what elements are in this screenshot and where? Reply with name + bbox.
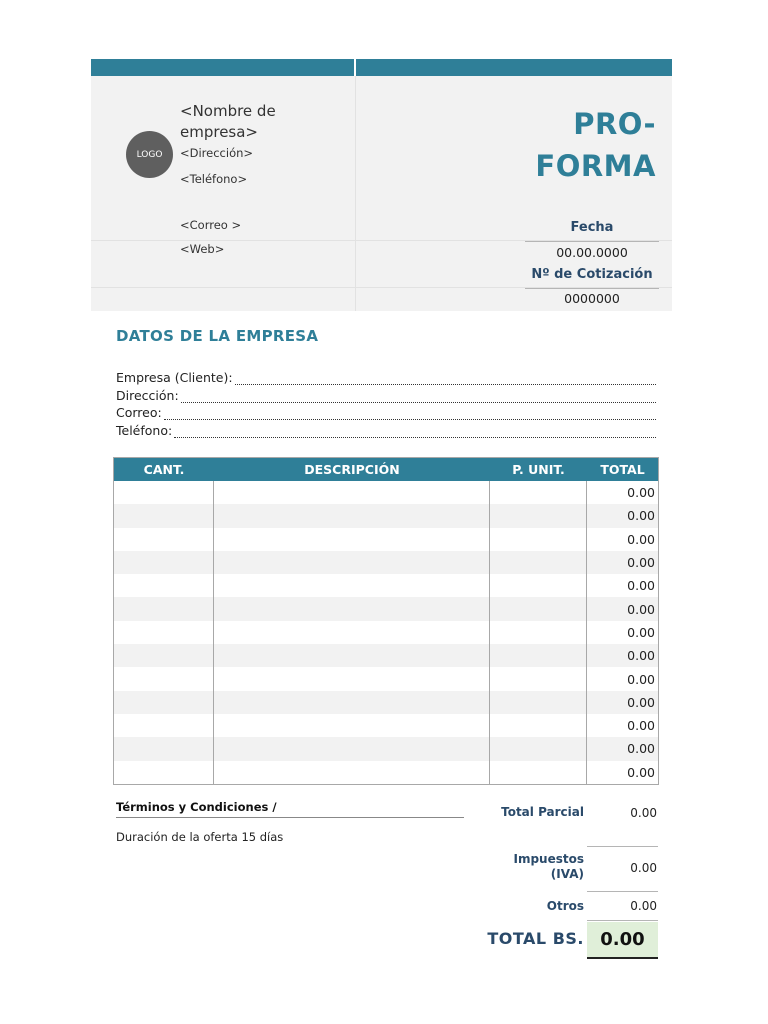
- subtotal-value: 0.00: [630, 806, 657, 820]
- terms-text[interactable]: Duración de la oferta 15 días: [116, 830, 284, 844]
- subtotal-label: Total Parcial: [501, 805, 584, 819]
- other-label: Otros: [546, 899, 584, 913]
- cell-cant[interactable]: [114, 737, 214, 760]
- document-title-line2: FORMA: [535, 149, 656, 183]
- company-email[interactable]: <Correo >: [180, 218, 242, 232]
- tax-label-line1: Impuestos: [513, 852, 584, 866]
- cell-total[interactable]: 0.00: [627, 531, 655, 547]
- cell-unit-price[interactable]: [490, 481, 587, 504]
- cell-unit-price[interactable]: [490, 551, 587, 574]
- cell-cant[interactable]: [114, 597, 214, 620]
- cell-cant[interactable]: [114, 691, 214, 714]
- cell-cant[interactable]: [114, 481, 214, 504]
- table-row: [114, 737, 658, 760]
- document-title: [535, 103, 656, 187]
- date-label: Fecha: [570, 220, 614, 235]
- table-row: [114, 667, 658, 690]
- cell-description[interactable]: [214, 574, 490, 597]
- header-description: DESCRIPCIÓN: [304, 462, 400, 477]
- cell-description[interactable]: [214, 504, 490, 527]
- grand-total-value: 0.00: [587, 922, 658, 959]
- document-title-line1: PRO-: [573, 107, 656, 141]
- quote-number-value[interactable]: 0000000: [564, 291, 620, 306]
- cell-description[interactable]: [214, 528, 490, 551]
- cell-total[interactable]: 0.00: [627, 508, 655, 524]
- cell-unit-price[interactable]: [490, 691, 587, 714]
- table-row: [114, 691, 658, 714]
- cell-description[interactable]: [214, 667, 490, 690]
- table-row: [114, 714, 658, 737]
- cell-total[interactable]: 0.00: [627, 741, 655, 757]
- grand-total-label: TOTAL BS.: [487, 929, 584, 948]
- cell-cant[interactable]: [114, 644, 214, 667]
- cell-unit-price[interactable]: [490, 504, 587, 527]
- cell-unit-price[interactable]: [490, 714, 587, 737]
- client-phone-field[interactable]: [116, 421, 656, 438]
- other-value[interactable]: 0.00: [630, 899, 657, 913]
- cell-unit-price[interactable]: [490, 574, 587, 597]
- cell-description[interactable]: [214, 737, 490, 760]
- items-table: [113, 457, 659, 785]
- cell-description[interactable]: [214, 644, 490, 667]
- cell-description[interactable]: [214, 481, 490, 504]
- cell-total[interactable]: 0.00: [627, 694, 655, 710]
- items-table-header: [114, 458, 658, 481]
- cell-total[interactable]: 0.00: [627, 485, 655, 501]
- cell-total[interactable]: 0.00: [627, 578, 655, 594]
- client-email-label: Correo:: [116, 405, 162, 420]
- tax-label: [464, 852, 584, 882]
- tax-label-line2: (IVA): [550, 867, 584, 881]
- client-company-field[interactable]: [116, 368, 656, 385]
- header-unit-price: P. UNIT.: [512, 462, 565, 477]
- cell-cant[interactable]: [114, 761, 214, 784]
- cell-total[interactable]: 0.00: [627, 764, 655, 780]
- cell-total[interactable]: 0.00: [627, 601, 655, 617]
- cell-unit-price[interactable]: [490, 621, 587, 644]
- cell-total[interactable]: 0.00: [627, 718, 655, 734]
- header-cant: CANT.: [143, 462, 185, 477]
- document-header: [91, 59, 672, 311]
- cell-total[interactable]: 0.00: [627, 671, 655, 687]
- company-phone[interactable]: <Teléfono>: [180, 172, 248, 186]
- table-row: [114, 551, 658, 574]
- cell-description[interactable]: [214, 621, 490, 644]
- cell-cant[interactable]: [114, 504, 214, 527]
- cell-description[interactable]: [214, 761, 490, 784]
- client-address-field[interactable]: [116, 386, 656, 403]
- company-logo: LOGO: [126, 131, 173, 178]
- cell-description[interactable]: [214, 691, 490, 714]
- header-total: TOTAL: [600, 462, 645, 477]
- header-accent-bar: [91, 59, 672, 76]
- cell-total[interactable]: 0.00: [627, 648, 655, 664]
- cell-total[interactable]: 0.00: [627, 624, 655, 640]
- quote-number-label: Nº de Cotización: [531, 267, 653, 282]
- client-email-field[interactable]: [116, 403, 656, 420]
- table-row: [114, 621, 658, 644]
- cell-cant[interactable]: [114, 551, 214, 574]
- cell-description[interactable]: [214, 551, 490, 574]
- date-value[interactable]: 00.00.0000: [556, 245, 628, 260]
- company-address[interactable]: <Dirección>: [180, 146, 254, 160]
- tax-value: 0.00: [630, 861, 657, 875]
- table-row: [114, 761, 658, 784]
- cell-unit-price[interactable]: [490, 528, 587, 551]
- table-row: [114, 574, 658, 597]
- cell-unit-price[interactable]: [490, 737, 587, 760]
- table-row: [114, 481, 658, 504]
- cell-description[interactable]: [214, 597, 490, 620]
- table-row: [114, 504, 658, 527]
- cell-unit-price[interactable]: [490, 644, 587, 667]
- cell-cant[interactable]: [114, 528, 214, 551]
- client-company-label: Empresa (Cliente):: [116, 370, 233, 385]
- table-row: [114, 597, 658, 620]
- cell-cant[interactable]: [114, 667, 214, 690]
- client-phone-label: Teléfono:: [116, 423, 173, 438]
- cell-cant[interactable]: [114, 714, 214, 737]
- cell-unit-price[interactable]: [490, 761, 587, 784]
- cell-total[interactable]: 0.00: [627, 555, 655, 571]
- cell-unit-price[interactable]: [490, 667, 587, 690]
- table-row: [114, 528, 658, 551]
- company-name[interactable]: <Nombre de empresa>: [180, 102, 276, 141]
- cell-cant[interactable]: [114, 621, 214, 644]
- terms-title: Términos y Condiciones /: [116, 800, 277, 814]
- client-section-title: DATOS DE LA EMPRESA: [116, 327, 319, 345]
- client-address-label: Dirección:: [116, 388, 179, 403]
- cell-cant[interactable]: [114, 574, 214, 597]
- cell-unit-price[interactable]: [490, 597, 587, 620]
- table-row: [114, 644, 658, 667]
- cell-description[interactable]: [214, 714, 490, 737]
- company-web[interactable]: <Web>: [180, 242, 225, 256]
